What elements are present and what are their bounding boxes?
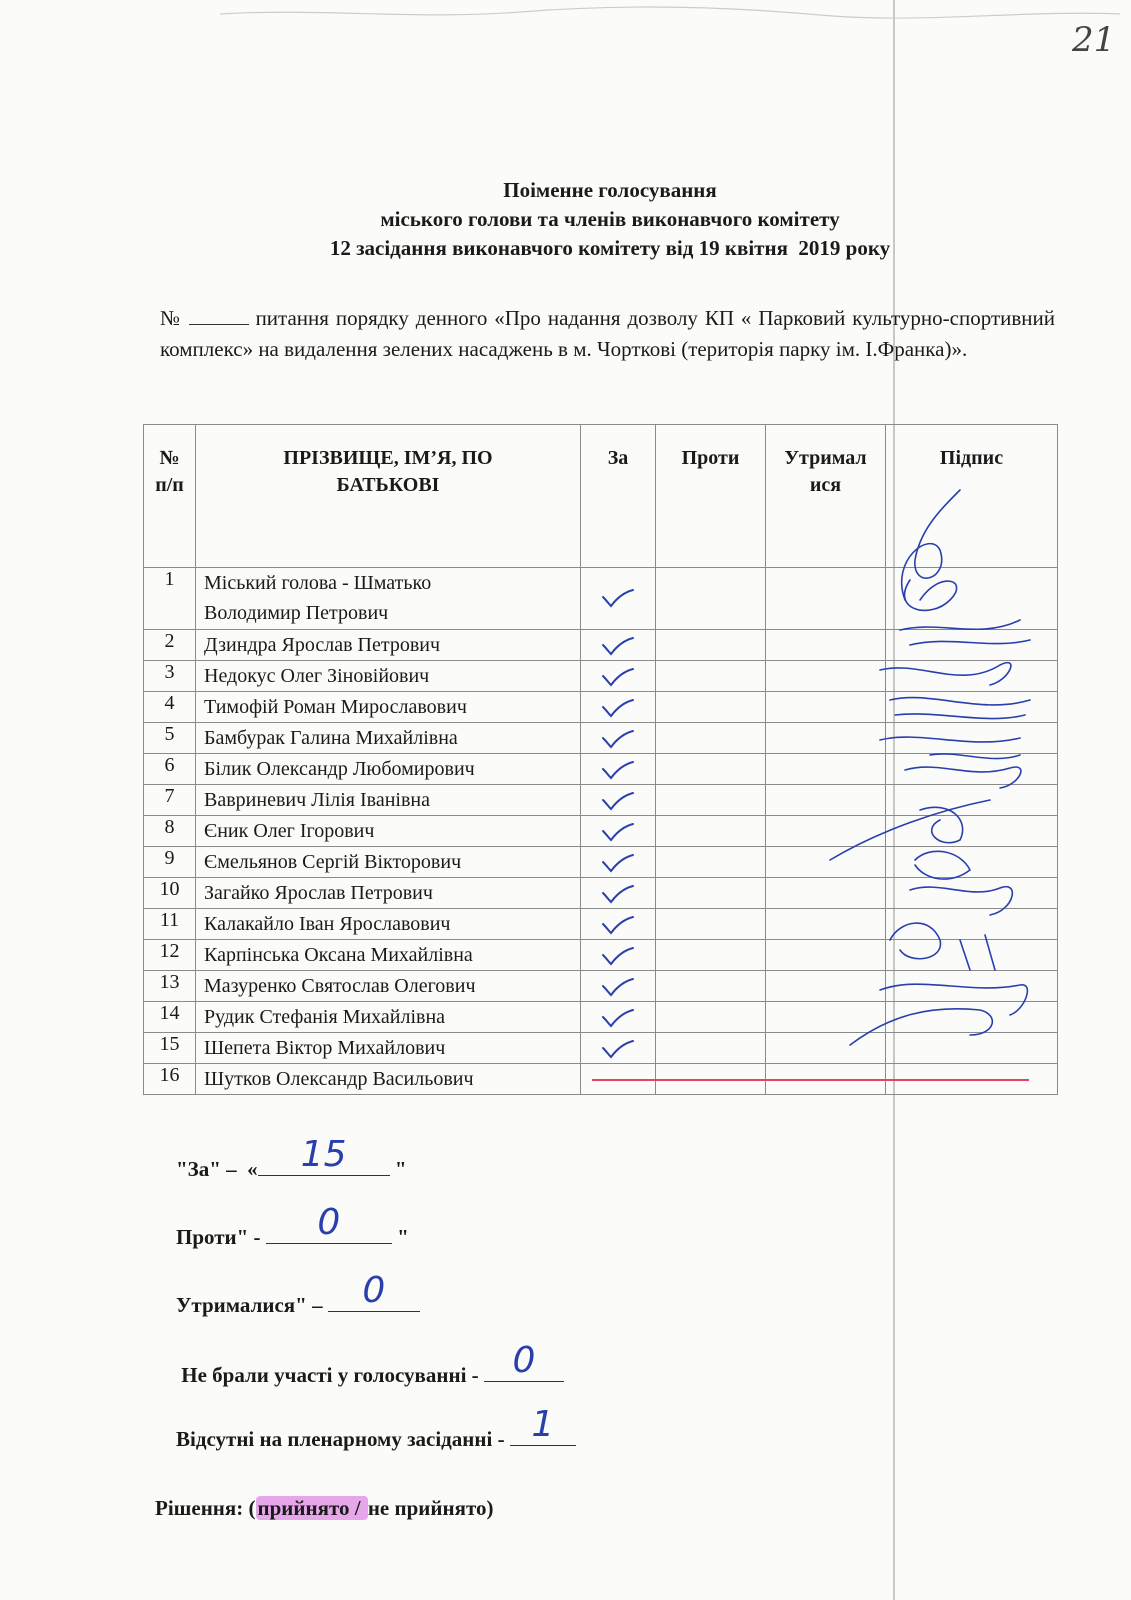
vote-abstained-cell	[766, 723, 886, 754]
member-name: Тимофій Роман Мирославович	[196, 692, 581, 723]
vote-for-cell	[581, 1033, 656, 1064]
vote-abstained-cell	[766, 1033, 886, 1064]
table-row	[144, 630, 1058, 661]
table-row	[144, 878, 1058, 909]
member-name: Бамбурак Галина Михайлівна	[196, 723, 581, 754]
vote-abstained-cell	[766, 630, 886, 661]
member-name: Загайко Ярослав Петрович	[196, 878, 581, 909]
table-row	[144, 940, 1058, 971]
member-name: Білик Олександр Любомирович	[196, 754, 581, 785]
vote-for-cell	[581, 940, 656, 971]
row-number: 3	[144, 661, 196, 692]
checkmark-icon	[601, 1008, 635, 1028]
top-margin-scribble	[220, 0, 1120, 28]
vote-against-cell	[656, 630, 766, 661]
checkmark-icon	[601, 791, 635, 811]
member-name-line-1: Міський голова - Шматько	[204, 572, 432, 594]
signature-cell	[886, 1002, 1058, 1033]
tally-for-close: "	[389, 1157, 407, 1181]
row-number: 13	[144, 971, 196, 1002]
vote-against-cell	[656, 1033, 766, 1064]
header-against: Проти	[656, 425, 766, 568]
checkmark-icon	[601, 853, 635, 873]
tally-abstained-field	[328, 1270, 420, 1312]
vote-for-cell	[581, 661, 656, 692]
signature-cell	[886, 909, 1058, 940]
vote-abstained-cell	[766, 692, 886, 723]
signature-cell	[886, 816, 1058, 847]
checkmark-icon	[601, 698, 635, 718]
vote-against-cell	[656, 723, 766, 754]
signature-cell	[886, 1033, 1058, 1064]
row-number: 14	[144, 1002, 196, 1033]
checkmark-icon	[601, 884, 635, 904]
row-number: 7	[144, 785, 196, 816]
signature-cell	[886, 940, 1058, 971]
table-row	[144, 661, 1058, 692]
member-name: Вавриневич Лілія Іванівна	[196, 785, 581, 816]
checkmark-icon	[601, 915, 635, 935]
tally-absent-label: Відсутні на пленарному засіданні -	[176, 1427, 510, 1451]
member-name: Дзиндра Ярослав Петрович	[196, 630, 581, 661]
member-name: Недокус Олег Зіновійович	[196, 661, 581, 692]
header-num: № п/п	[144, 425, 196, 568]
checkmark-icon	[601, 636, 635, 656]
agenda-item-text	[160, 303, 1055, 365]
tally-against-value: 0	[317, 1202, 341, 1243]
header-for: За	[581, 425, 656, 568]
checkmark-icon	[601, 822, 635, 842]
page-number: 21	[1072, 20, 1116, 60]
vote-abstained-cell	[766, 878, 886, 909]
tally-not-voting-field	[484, 1340, 564, 1382]
checkmark-icon	[601, 667, 635, 687]
agenda-item-body: питання порядку денного «Про надання дозволу КП « Парковий культурно-спортивний комплекс» на видалення зелених насаджень в м. Чорткові (територія парку ім. І.Франка)».	[160, 306, 1055, 361]
signature-cell	[886, 692, 1058, 723]
vote-against-cell	[656, 785, 766, 816]
table-row	[144, 1002, 1058, 1033]
signature-cell	[886, 568, 1058, 630]
signature-cell	[886, 723, 1058, 754]
heading-line-2: міського голови та членів виконавчого комітету	[380, 207, 840, 231]
decision-line	[155, 1496, 493, 1521]
roll-call-table	[143, 424, 1058, 1095]
vote-for-cell	[581, 909, 656, 940]
row-number: 8	[144, 816, 196, 847]
member-name: Карпінська Оксана Михайлівна	[196, 940, 581, 971]
vote-against-cell	[656, 816, 766, 847]
row-number: 12	[144, 940, 196, 971]
vote-abstained-cell	[766, 754, 886, 785]
member-name: Калакайло Іван Ярославович	[196, 909, 581, 940]
vote-abstained-cell	[766, 971, 886, 1002]
vote-abstained-cell	[766, 909, 886, 940]
vote-abstained-cell	[766, 816, 886, 847]
table-row	[144, 754, 1058, 785]
agenda-number-prefix: №	[160, 306, 182, 330]
vote-for-cell	[581, 630, 656, 661]
member-name: Мазуренко Святослав Олегович	[196, 971, 581, 1002]
table-row	[144, 1033, 1058, 1064]
table-row	[144, 909, 1058, 940]
table-row	[144, 847, 1058, 878]
checkmark-icon	[601, 588, 635, 608]
vote-for-cell	[581, 816, 656, 847]
member-name	[196, 568, 581, 630]
tally-absent-value: 1	[531, 1404, 555, 1445]
tally-for-label: "За" – «	[176, 1157, 258, 1181]
vote-abstained-cell	[766, 785, 886, 816]
vote-abstained-cell	[766, 1002, 886, 1033]
vote-against-cell	[656, 692, 766, 723]
decision-label: Рішення: (	[155, 1496, 256, 1520]
vote-against-cell	[656, 940, 766, 971]
vote-for-cell	[581, 785, 656, 816]
row-number: 15	[144, 1033, 196, 1064]
table-row	[144, 723, 1058, 754]
member-name-line-2: Володимир Петрович	[204, 602, 389, 624]
header-abstained: Утрималися	[766, 425, 886, 568]
row-number: 9	[144, 847, 196, 878]
signature-cell	[886, 971, 1058, 1002]
checkmark-icon	[601, 946, 635, 966]
tally-for-value: 15	[300, 1134, 347, 1175]
row-number: 2	[144, 630, 196, 661]
checkmark-icon	[601, 1039, 635, 1059]
table-row	[144, 816, 1058, 847]
decision-accepted-highlight: прийнято /	[257, 1496, 366, 1520]
heading-line-1: Поіменне голосування	[503, 178, 717, 202]
member-name: Шепета Віктор Михайлович	[196, 1033, 581, 1064]
vote-abstained-cell	[766, 847, 886, 878]
tally-not-voting-label: Не брали участі у голосуванні -	[176, 1363, 484, 1387]
signature-cell	[886, 630, 1058, 661]
vote-for-cell	[581, 847, 656, 878]
vote-for-cell	[581, 754, 656, 785]
header-name: ПРІЗВИЩЕ, ІМ’Я, ПО БАТЬКОВІ	[196, 425, 581, 568]
signature-cell	[886, 661, 1058, 692]
absent-strike-line	[592, 1079, 1029, 1081]
vote-for-cell	[581, 878, 656, 909]
tally-abstained-label: Утрималися" –	[176, 1293, 328, 1317]
row-number: 10	[144, 878, 196, 909]
agenda-number-blank	[189, 306, 249, 325]
tally-abstained-value: 0	[362, 1270, 386, 1311]
vote-for-cell	[581, 1002, 656, 1033]
tally-against-label: Проти" -	[176, 1225, 266, 1249]
member-name: Єник Олег Ігорович	[196, 816, 581, 847]
vote-against-cell	[656, 971, 766, 1002]
signature-cell	[886, 878, 1058, 909]
vote-against-cell	[656, 909, 766, 940]
row-number: 6	[144, 754, 196, 785]
vote-against-cell	[656, 661, 766, 692]
header-signature: Підпис	[886, 425, 1058, 568]
table-row	[144, 568, 1058, 630]
vote-against-cell	[656, 1002, 766, 1033]
checkmark-icon	[601, 729, 635, 749]
vote-against-cell	[656, 878, 766, 909]
member-name: Ємельянов Сергій Вікторович	[196, 847, 581, 878]
heading-line-3: 12 засідання виконавчого комітету від 19 квітня 2019 року	[329, 236, 891, 260]
tally-not-voting-value: 0	[512, 1340, 536, 1381]
vote-for-cell	[581, 971, 656, 1002]
vote-abstained-cell	[766, 661, 886, 692]
member-name: Рудик Стефанія Михайлівна	[196, 1002, 581, 1033]
row-number: 5	[144, 723, 196, 754]
vote-abstained-cell	[766, 568, 886, 630]
row-number: 4	[144, 692, 196, 723]
signature-cell	[886, 847, 1058, 878]
member-name: Шутков Олександр Васильович	[196, 1064, 581, 1095]
decision-rejected: не прийнято)	[367, 1496, 494, 1520]
table-header-row	[144, 425, 1058, 568]
vote-for-cell	[581, 723, 656, 754]
tally-abstained	[155, 1264, 420, 1343]
signature-cell	[886, 785, 1058, 816]
row-number: 11	[144, 909, 196, 940]
tally-for-field	[258, 1134, 390, 1176]
vote-against-cell	[656, 568, 766, 630]
table-row	[144, 971, 1058, 1002]
checkmark-icon	[601, 977, 635, 997]
checkmark-icon	[601, 760, 635, 780]
table-row	[144, 692, 1058, 723]
signature-cell	[886, 754, 1058, 785]
vote-abstained-cell	[766, 940, 886, 971]
tally-absent	[155, 1398, 576, 1477]
vote-for-cell	[581, 568, 656, 630]
document-heading	[150, 176, 1070, 263]
vote-for-cell	[581, 692, 656, 723]
vote-against-cell	[656, 754, 766, 785]
row-number: 16	[144, 1064, 196, 1095]
row-number: 1	[144, 568, 196, 630]
tally-absent-field	[510, 1404, 576, 1446]
tally-against-field	[266, 1202, 392, 1244]
tally-against-close: "	[391, 1225, 409, 1249]
table-row	[144, 785, 1058, 816]
vote-against-cell	[656, 847, 766, 878]
